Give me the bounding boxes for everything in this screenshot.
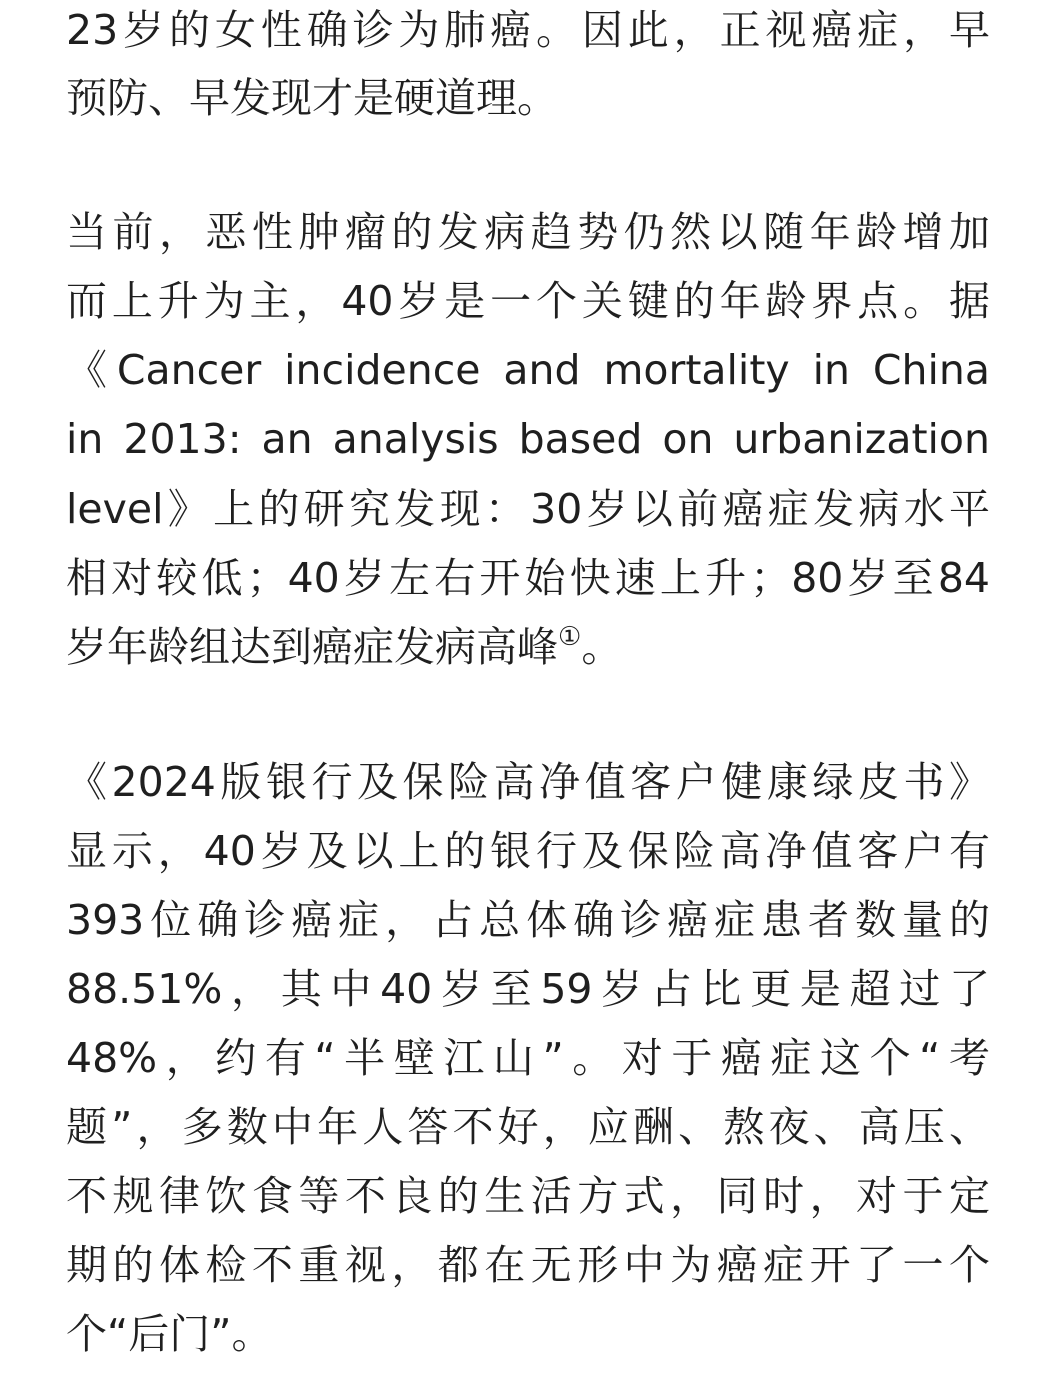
paragraph-line: 相对较低；40岁左右开始快速上升；80岁至84 — [66, 554, 990, 602]
paragraph-line: 《Cancer incidence and mortality in China — [66, 346, 990, 394]
paragraph-line: 当前，恶性肿瘤的发病趋势仍然以随年龄增加 — [66, 208, 990, 256]
paragraph-line: 不规律饮食等不良的生活方式，同时，对于定 — [66, 1172, 990, 1220]
paragraph-line: 显示，40岁及以上的银行及保险高净值客户有 — [66, 827, 990, 875]
end-punctuation: 。 — [581, 623, 623, 671]
paragraph-line: 88.51%，其中40岁至59岁占比更是超过了 — [66, 965, 990, 1013]
paragraph-line: 预防、早发现才是硬道理。 — [66, 74, 558, 122]
paragraph-line: 期的体检不重视，都在无形中为癌症开了一个 — [66, 1241, 990, 1289]
paragraph-line: 个“后门”。 — [66, 1310, 273, 1358]
paragraph-line: 而上升为主，40岁是一个关键的年龄界点。据 — [66, 277, 990, 325]
paragraph-line: level》上的研究发现：30岁以前癌症发病水平 — [66, 485, 990, 533]
paragraph-line: 题”，多数中年人答不好，应酬、熬夜、高压、 — [66, 1103, 990, 1151]
paragraph-line: 48%，约有“半壁江山”。对于癌症这个“考 — [66, 1034, 990, 1082]
footnote-marker[interactable]: ① — [558, 622, 582, 652]
paragraph-line: 23岁的女性确诊为肺癌。因此，正视癌症，早 — [66, 6, 990, 54]
paragraph-line: 《2024版银行及保险高净值客户健康绿皮书》 — [66, 758, 990, 806]
paragraph-line-with-footnote — [66, 617, 990, 677]
paragraph-line: 393位确诊癌症，占总体确诊癌症患者数量的 — [66, 896, 990, 944]
paragraph-line: in 2013: an analysis based on urbanization — [66, 415, 990, 463]
paragraph-line: 岁年龄组达到癌症发病高峰 — [66, 623, 558, 671]
